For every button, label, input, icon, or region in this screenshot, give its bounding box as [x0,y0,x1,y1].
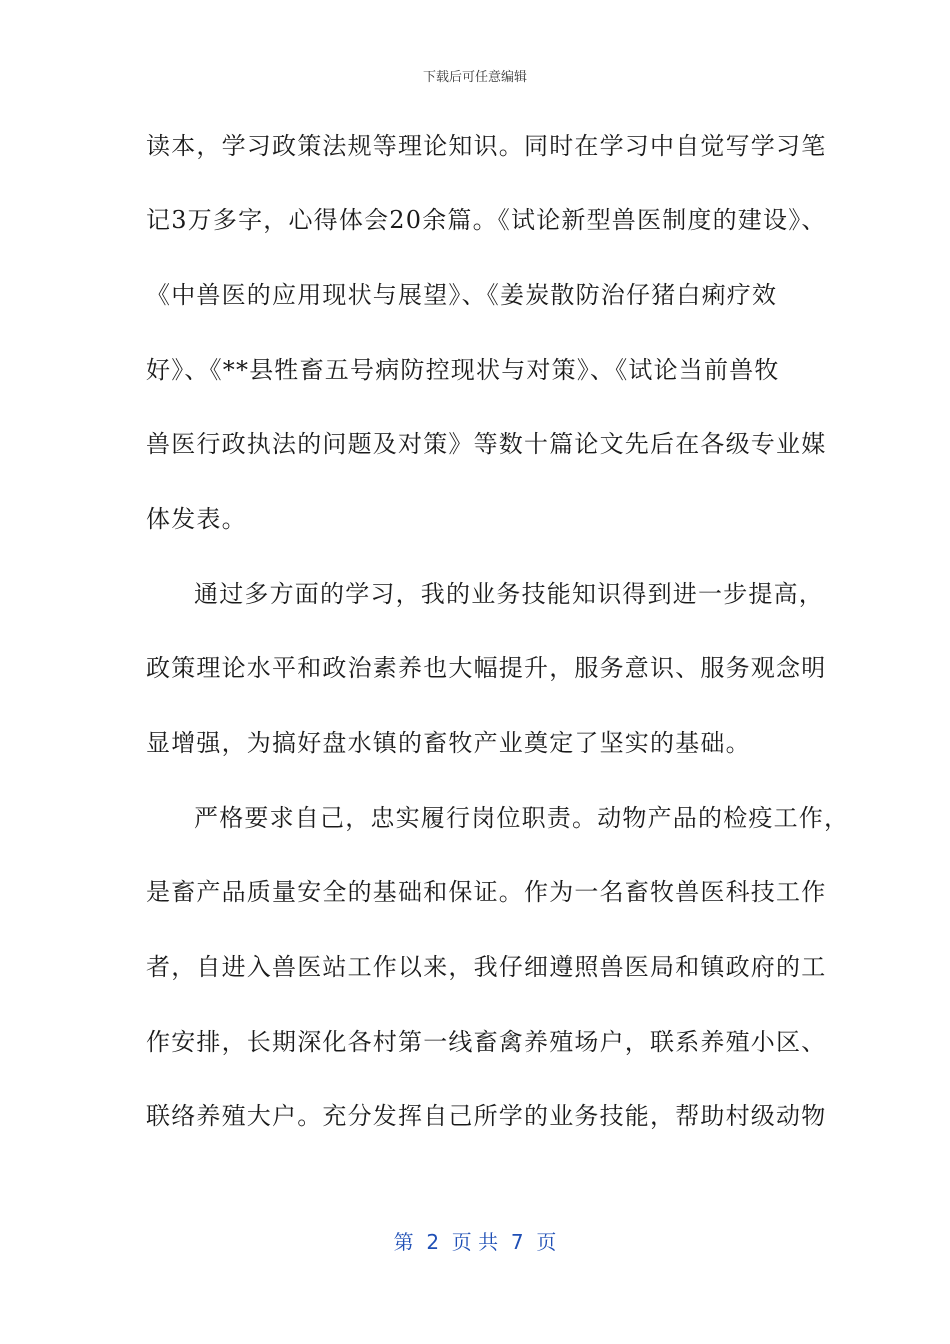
page-header: 下载后可任意编辑 [422,70,527,85]
text-line: 《中兽医的应用现状与展望》、《姜炭散防治仔猪白痢疗效 [146,281,778,309]
text-line: 作安排，长期深化各村第一线畜禽养殖场户，联系养殖小区、 [146,1028,827,1056]
text-line: 记3万多字，心得体会20余篇。《试论新型兽医制度的建设》、 [146,206,827,234]
text-line: 者，自进入兽医站工作以来，我仔细遵照兽医局和镇政府的工 [146,953,827,981]
text-line: 政策理论水平和政治素养也大幅提升，服务意识、服务观念明 [146,654,827,682]
text-line: 是畜产品质量安全的基础和保证。作为一名畜牧兽医科技工作 [146,878,827,906]
text-line: 体发表。 [146,505,247,533]
text-line: 兽医行政执法的问题及对策》等数十篇论文先后在各级专业媒 [146,430,827,458]
text-line: 读本，学习政策法规等理论知识。同时在学习中自觉写学习笔 [146,132,827,160]
text-line: 通过多方面的学习，我的业务技能知识得到进一步提高， [194,580,824,608]
text-line: 联络养殖大户。充分发挥自己所学的业务技能，帮助村级动物 [146,1102,827,1130]
text-line: 显增强，为搞好盘水镇的畜牧产业奠定了坚实的基础。 [146,729,751,757]
text-line: 严格要求自己，忠实履行岗位职责。动物产品的检疫工作， [194,804,850,832]
page-number: 第 2 页 共 7 页 [393,1230,557,1254]
text-line: 好》、《**县牲畜五号病防控现状与对策》、《试论当前兽牧 [146,356,780,384]
